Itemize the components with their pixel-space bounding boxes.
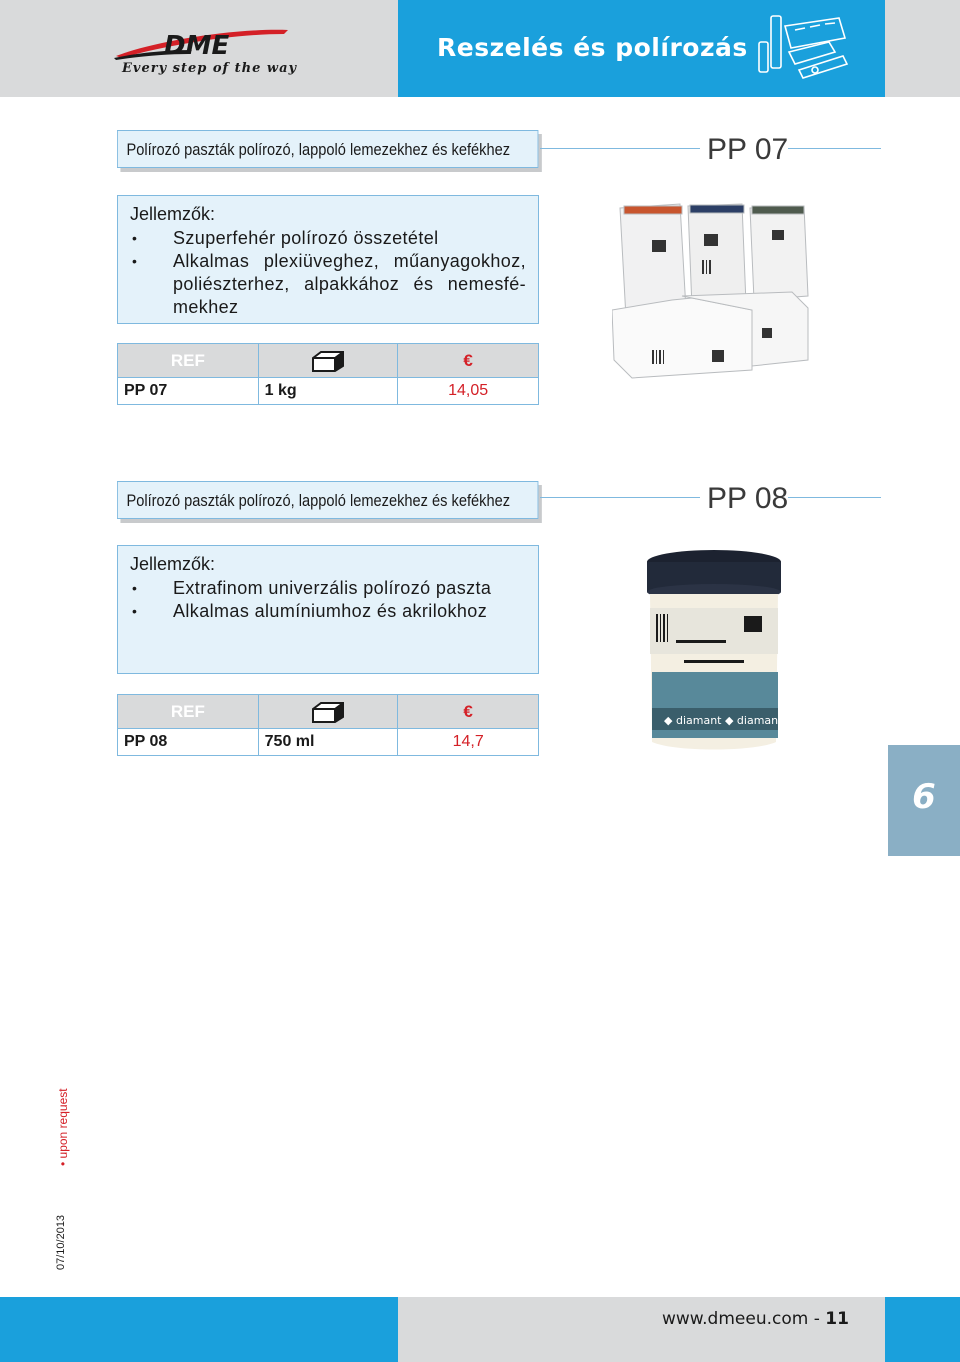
section-rule-right — [788, 497, 881, 498]
header-ref: REF — [118, 695, 259, 729]
upon-request-note: • upon request — [56, 1088, 70, 1166]
header-package — [258, 344, 398, 378]
table-header-row — [118, 695, 539, 729]
table-row — [118, 378, 539, 405]
features-box-pp08 — [117, 545, 539, 674]
package-icon — [311, 350, 345, 372]
cell-ref: PP 08 — [118, 729, 259, 756]
svg-text:DME: DME — [164, 31, 230, 61]
footer-url[interactable]: www.dmeeu.com — [662, 1309, 809, 1329]
section-rule-right — [788, 148, 881, 149]
feature-item: • Extrafinom univerzális polírozó paszta — [130, 577, 526, 600]
cell-price: 14,7 — [398, 729, 539, 756]
features-heading: Jellemzők: — [130, 204, 216, 224]
page-title: Reszelés és polírozás — [437, 33, 748, 62]
package-icon — [311, 701, 345, 723]
section-title-pp07: Polírozó paszták polírozó, lappoló lemezekhez és kefékhez — [117, 130, 538, 168]
product-image-pp07 — [612, 200, 812, 380]
cell-price: 14,05 — [398, 378, 539, 405]
cell-qty: 1 kg — [258, 378, 398, 405]
product-code-pp08: PP 08 — [707, 482, 789, 515]
features-list — [130, 577, 526, 623]
product-code-pp07: PP 07 — [707, 133, 789, 166]
header-ref: REF — [118, 344, 259, 378]
section-rule-left — [540, 497, 700, 498]
cell-ref: PP 07 — [118, 378, 259, 405]
header-package — [258, 695, 398, 729]
table-header-row — [118, 344, 539, 378]
section-title-pp08: Polírozó paszták polírozó, lappoló lemezekhez és kefékhez — [117, 481, 538, 519]
feature-item: • Szuperfehér polírozó összetétel — [130, 227, 526, 250]
footer-text — [662, 1309, 849, 1329]
polishing-tools-icon — [755, 12, 850, 84]
header-right-band — [885, 0, 960, 97]
feature-item: • Alkalmas plexiüveghez, műanyagokhoz, poliészterhez, alpakkához és nemesfé-mekhez — [130, 250, 526, 319]
cell-qty: 750 ml — [258, 729, 398, 756]
price-table-pp08 — [117, 694, 539, 756]
feature-item: • Alkalmas alumíniumhoz és akrilokhoz — [130, 600, 526, 623]
chapter-tab[interactable]: 6 — [888, 745, 960, 856]
section-rule-left — [540, 148, 700, 149]
product-image-pp08 — [644, 548, 784, 758]
features-box-pp07 — [117, 195, 539, 324]
footer-left-band — [0, 1297, 398, 1362]
features-heading: Jellemzők: — [130, 554, 216, 574]
header-euro: € — [398, 695, 539, 729]
page-number: 11 — [825, 1309, 849, 1329]
header-euro: € — [398, 344, 539, 378]
logo-tagline: Every step of the way — [122, 61, 298, 76]
footer-right-band — [885, 1297, 960, 1362]
svg-text:◆ diamant ◆ diamant: ◆ diamant ◆ diamant — [664, 714, 783, 727]
footer-separator: - — [813, 1309, 820, 1329]
footer-mid-band — [398, 1297, 885, 1362]
price-table-pp07 — [117, 343, 539, 405]
date-note: 07/10/2013 — [55, 1214, 67, 1270]
features-list — [130, 227, 526, 319]
table-row — [118, 729, 539, 756]
